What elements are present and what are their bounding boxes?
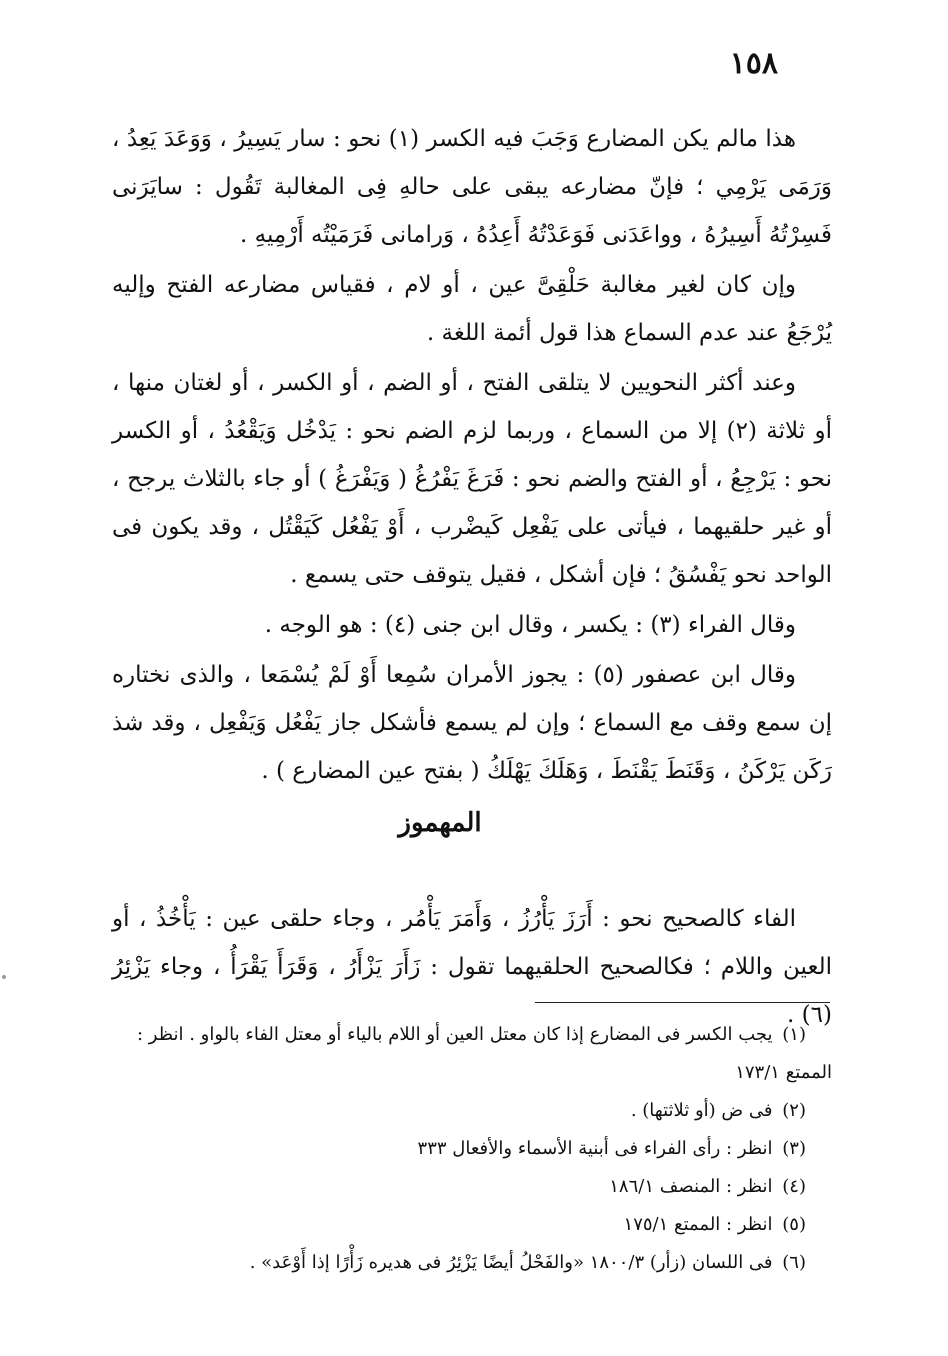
- footnote-6: [112, 1244, 832, 1282]
- paragraph-3: وعند أكثر النحويين لا يتلقى الفتح ، أو الضم ، أو الكسر ، أو لغتان منها ، أو ثلاثة (٢) إلا من السماع ، وربما لزم الضم نحو : يَدْخُل وَيَقْعُدُ ، أو الكسر نحو : يَرْجِعُ ، أو الفتح والضم نحو : فَرَغَ يَفْرُغُ ( وَيَفْرَغُ ) أو جاء بالثلاث يرجح ، أو غير حلقيهما ، فيأتى على يَفْعِل كَيضْرب ، أَوْ يَفْعُل كَيَقْتُل ، وقد يكون فى الواحد نحو يَفْسُقُ ؛ فإن أشكل ، فقيل يتوقف حتى يسمع .: [112, 370, 832, 588]
- footnote-text: انظر : المنصف ١٨٦/١: [609, 1176, 773, 1197]
- paragraph-1: هذا مالم يكن المضارع وَجَبَ فيه الكسر (١) نحو : سار يَسِيرُ ، وَوَعَدَ يَعِدُ ، وَرَمَى يَرْمِي ؛ فإنّ مضارعه يبقى على حالهِ فِى المغالبة تَقُول : سايَرَنى فَسِرْتُهُ أَسِيرُهُ ، وواعَدَنى فَوَعَدْتُهُ أَعِدُهُ ، وَرامانى فَرَمَيْتُه أَرْمِيهِ .: [112, 126, 832, 248]
- footnote-text: فى اللسان (زأر) ١٨٠٠/٣ «والفَحْلُ أيضًا يَزْئِرُ فى هديره زَأْرًا إذا أَوْعَد» .: [249, 1252, 773, 1273]
- paragraph-2: وإن كان لغير مغالبة حَلْقِىَّ عين ، أو لام ، فقياس مضارعه الفتح وإليه يُرْجَعُ عند عدم السماع هذا قول أئمة اللغة .: [112, 272, 832, 346]
- footnote-divider: [535, 1002, 830, 1003]
- section-paragraph: الفاء كالصحيح نحو : أَرَزَ يَأْرُزُ ، وَأَمَرَ يَأْمُر ، وجاء حلقى عين : يَأْخُذُ ، أو العين واللام ؛ فكالصحيح الحلقيهما تقول : زَأَرَ يَزْأَرُ ، وَقَرَأَ يَقْرَأُ ، وجاء يَزْئِرُ (٦) .: [112, 906, 832, 1028]
- footnote-2: [112, 1092, 832, 1130]
- footnote-number: (٦): [782, 1252, 806, 1273]
- footnote-number: (٤): [782, 1176, 806, 1197]
- footnotes: [112, 1016, 832, 1282]
- paragraph-4: وقال الفراء (٣) : يكسر ، وقال ابن جنى (٤) : هو الوجه .: [264, 612, 796, 638]
- footnote-number: (١): [782, 1024, 806, 1045]
- paragraph-5: وقال ابن عصفور (٥) : يجوز الأمران سُمِعا أَوْ لَمْ يُسْمَعا ، والذى نختاره إن سمع وقف مع السماع ؛ وإن لم يسمع فأشكل جاز يَفْعُل وَيَفْعِل ، وقد شذ رَكَن يَرْكَنُ ، وَقَنَطَ يَقْنَطَ ، وَهَلَكَ يَهْلَكُ ( بفتح عين المضارع ) .: [112, 662, 832, 784]
- footnote-1: [112, 1016, 832, 1092]
- footnote-number: (٢): [782, 1100, 806, 1121]
- footnote-text: فى ض (أو ثلاثتها) .: [630, 1100, 773, 1121]
- footnote-text: انظر : الممتع ١٧٥/١: [623, 1214, 773, 1235]
- footnote-text: يجب الكسر فى المضارع إذا كان معتل العين أو اللام بالياء أو معتل الفاء بالواو . انظر : الممتع ١٧٣/١: [137, 1024, 832, 1083]
- page-number: ١٥٨: [729, 46, 778, 81]
- footnote-4: [112, 1168, 832, 1206]
- main-text: [112, 115, 832, 797]
- footnote-number: (٥): [782, 1214, 806, 1235]
- footnote-3: [112, 1130, 832, 1168]
- scan-speck: [2, 975, 6, 979]
- footnote-text: انظر : رأى الفراء فى أبنية الأسماء والأفعال ٣٣٣: [417, 1138, 773, 1159]
- section-heading: المهموز: [398, 808, 482, 838]
- footnote-number: (٣): [782, 1138, 806, 1159]
- footnote-5: [112, 1206, 832, 1244]
